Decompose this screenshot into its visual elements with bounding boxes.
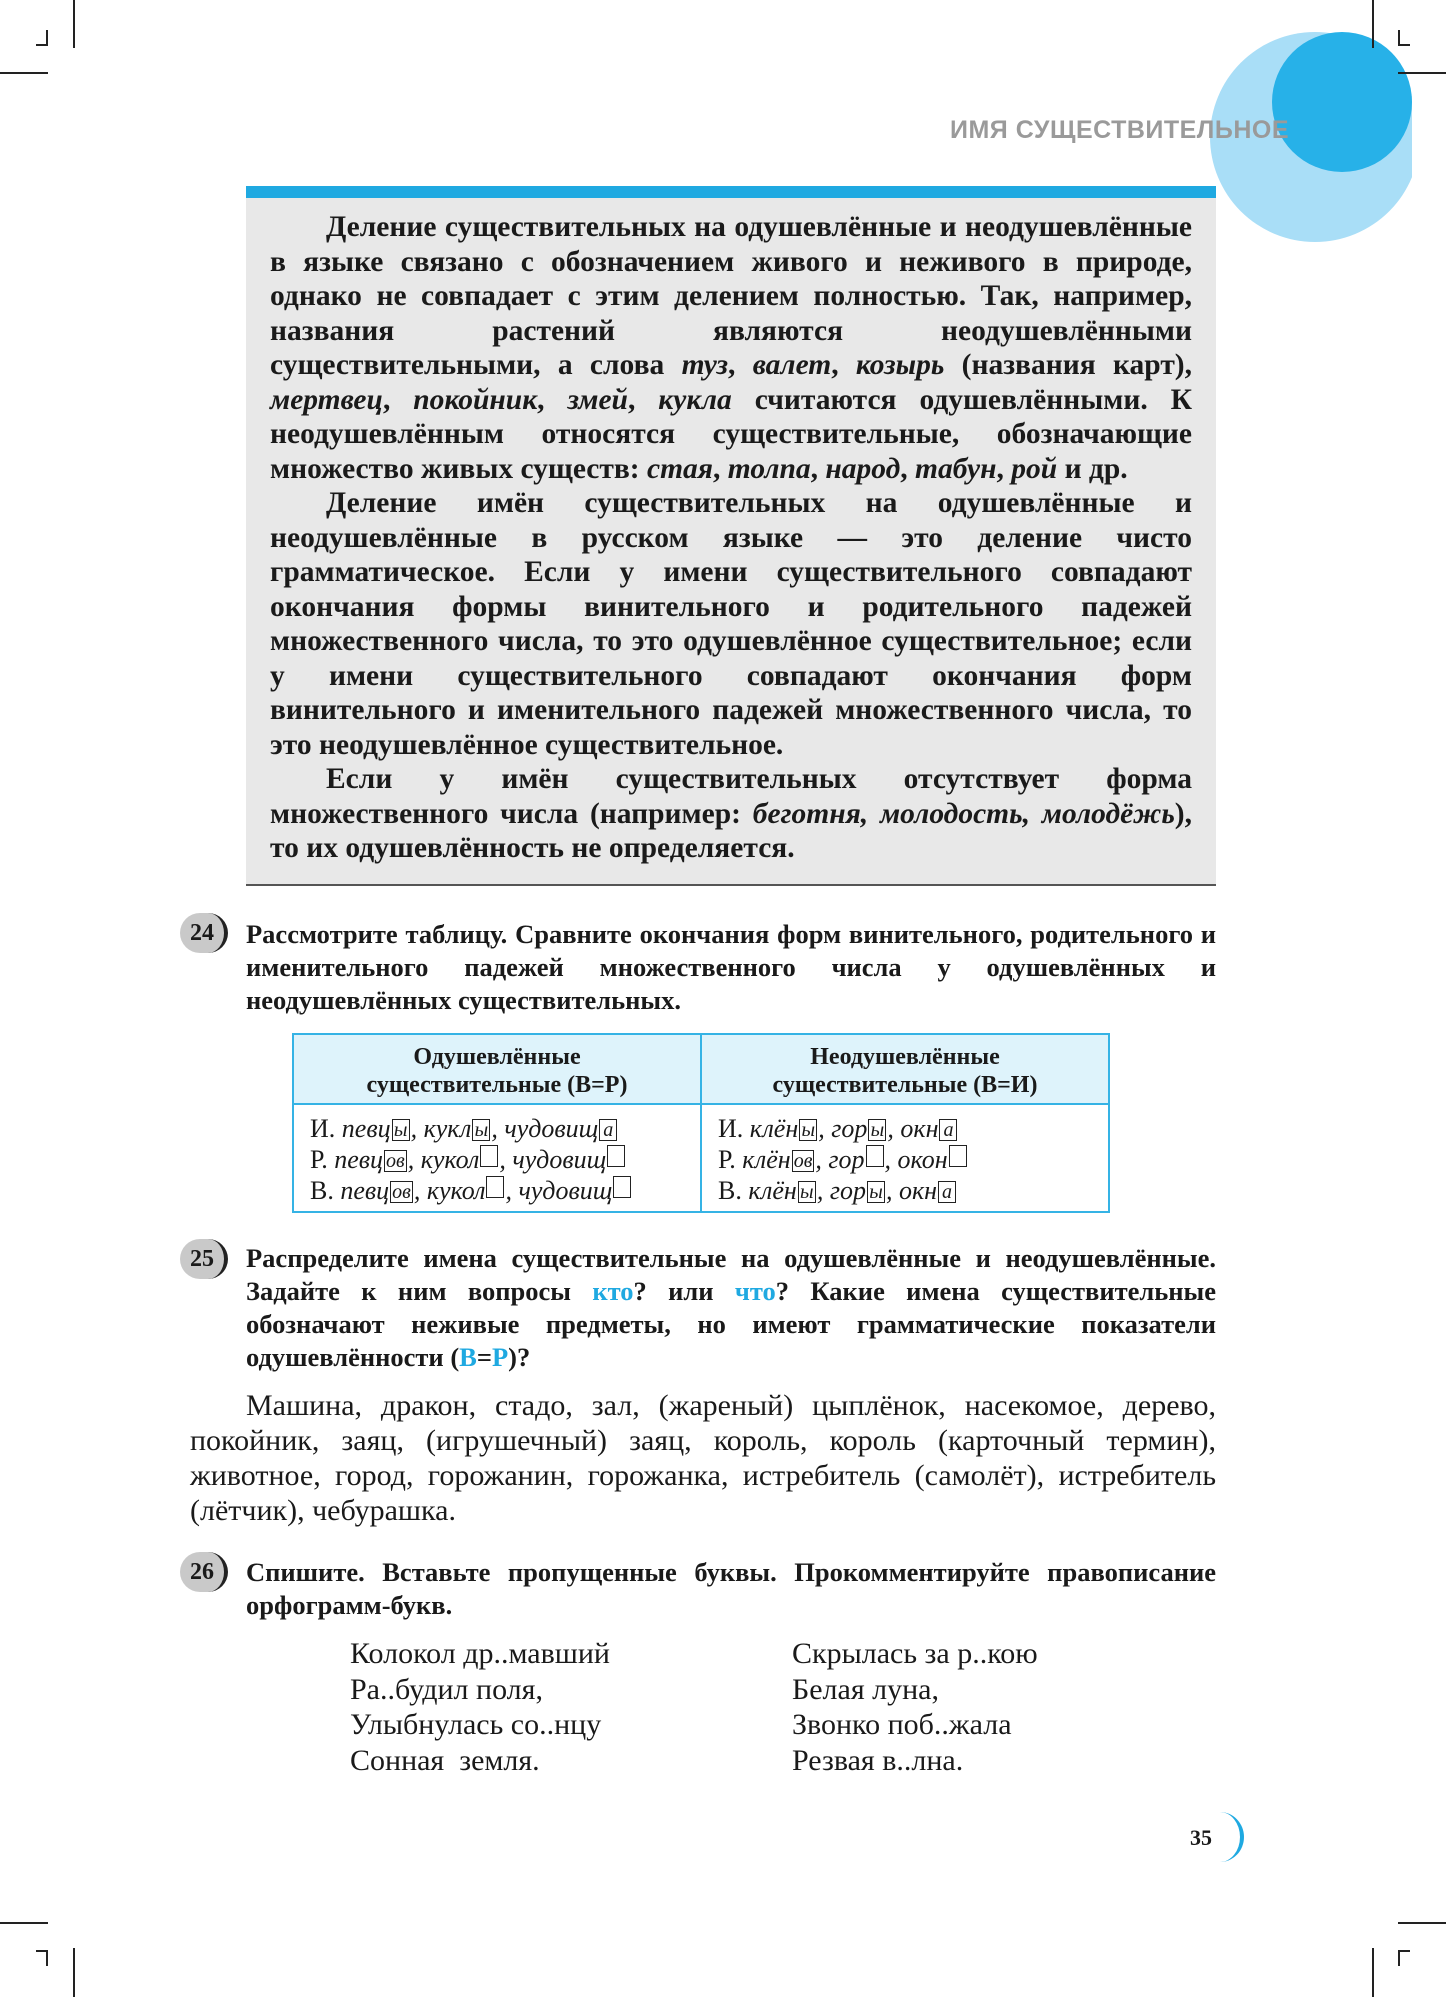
poem-line: Резвая в..лна. bbox=[792, 1743, 964, 1777]
word-stem: певц bbox=[341, 1114, 391, 1143]
text-run: Р bbox=[491, 1342, 509, 1372]
word-stem: гор bbox=[831, 1114, 868, 1143]
text-run: ? или bbox=[633, 1276, 735, 1306]
separator: , bbox=[505, 1176, 519, 1205]
table-row bbox=[718, 1175, 968, 1206]
word-stem: кукл bbox=[423, 1114, 472, 1143]
declension-table bbox=[292, 1033, 1110, 1213]
text-run: валет bbox=[752, 349, 832, 381]
word-stem: клён bbox=[742, 1145, 791, 1174]
poem-line: Белая луна, bbox=[792, 1672, 939, 1706]
table-divider bbox=[700, 1105, 702, 1211]
crop-mark bbox=[73, 0, 75, 48]
table-row bbox=[310, 1113, 632, 1144]
text-run: )? bbox=[508, 1342, 531, 1372]
separator: , bbox=[407, 1145, 421, 1174]
crop-mark bbox=[1372, 0, 1374, 48]
word-stem: гор bbox=[829, 1176, 866, 1205]
separator: , bbox=[818, 1114, 832, 1143]
ending-box: ов bbox=[793, 1150, 813, 1172]
separator: , bbox=[410, 1114, 424, 1143]
poem-line: Колокол др..мавший bbox=[350, 1637, 610, 1670]
text-run: табун bbox=[915, 452, 997, 485]
word-stem: окн bbox=[898, 1176, 938, 1205]
word-stem: певц bbox=[340, 1176, 390, 1205]
crop-mark bbox=[1398, 72, 1446, 74]
ending-box: ы bbox=[472, 1119, 490, 1141]
case-label: В. bbox=[718, 1176, 749, 1205]
separator: , bbox=[499, 1145, 513, 1174]
word-stem: окн bbox=[900, 1114, 939, 1143]
word-stem: кукол bbox=[426, 1176, 486, 1205]
poem-line: Звонко поб..жала bbox=[792, 1708, 1012, 1741]
text-run: кукла bbox=[658, 383, 732, 416]
ending-box: ов bbox=[386, 1150, 405, 1172]
case-label: Р. bbox=[310, 1145, 335, 1174]
text-run: толпа bbox=[727, 452, 811, 485]
text-run: Распределите имена существительные на одушевлённые и неодушевлённые. Задайте к ним вопросы bbox=[246, 1243, 1216, 1306]
ending-box: а bbox=[938, 1181, 956, 1203]
word-stem: певц bbox=[334, 1145, 384, 1174]
text-run: = bbox=[476, 1342, 492, 1372]
ending-box: ы bbox=[867, 1181, 885, 1203]
poem-line: Улыбнулась со..нцу bbox=[350, 1708, 602, 1741]
crop-mark bbox=[1398, 1950, 1400, 1966]
text-run: и др. bbox=[1057, 452, 1128, 485]
page-margin bbox=[1412, 0, 1446, 260]
text-run: считаются одушевлёнными. К неодушевлённым относятся существительные, обозначающие множество живых существ: bbox=[270, 383, 1193, 485]
poem-column-right bbox=[792, 1636, 1038, 1778]
word-stem: чудовищ bbox=[504, 1114, 599, 1143]
separator: , bbox=[884, 1145, 898, 1174]
text-run: покойник bbox=[413, 383, 538, 416]
page-number: 35 bbox=[1190, 1825, 1212, 1850]
poem-line: Сонная земля. bbox=[350, 1743, 540, 1777]
text-run: беготня, молодость, молодёжь bbox=[752, 797, 1175, 830]
ending-box: а bbox=[939, 1119, 957, 1141]
ending-box bbox=[607, 1145, 625, 1167]
crop-mark bbox=[46, 30, 48, 46]
text-run: что bbox=[734, 1276, 776, 1306]
rule-text bbox=[270, 210, 1192, 866]
separator: , bbox=[815, 1145, 829, 1174]
text-run: мертвец bbox=[270, 383, 383, 416]
text-run: , bbox=[382, 383, 414, 416]
text-run: змей bbox=[567, 383, 628, 416]
text-run: , bbox=[728, 349, 753, 381]
task-25-text bbox=[246, 1242, 1216, 1374]
table-cell-inanimate bbox=[718, 1113, 968, 1206]
table-row bbox=[718, 1113, 968, 1144]
task-25-words: Машина, дракон, стадо, зал, (жареный) цыплёнок, насекомое, дерево, покойник, заяц, (игрушечный) заяц, король, король (карточный термин), животное, город, горожанин, горожанка, истребитель (самолёт), истребитель (лётчик), чебурашка. bbox=[190, 1389, 1216, 1527]
crop-mark bbox=[1372, 1948, 1374, 1997]
word-stem: чудовищ bbox=[518, 1176, 613, 1205]
page-margin bbox=[1200, 0, 1446, 32]
word-stem: окон bbox=[897, 1145, 948, 1174]
table-row bbox=[718, 1144, 968, 1175]
ending-box: ов bbox=[392, 1181, 411, 1203]
table-header-line: существительные (В=И) bbox=[772, 1072, 1038, 1098]
poem-line: Скрылась за р..кою bbox=[792, 1637, 1038, 1670]
case-label: И. bbox=[310, 1114, 342, 1143]
separator: , bbox=[885, 1176, 899, 1205]
text-run: ? Какие имена существительные обозначают неживые предметы, но имеют грамматические показатели одушевлённости ( bbox=[246, 1276, 1217, 1372]
rule-paragraph-2: Деление имён существительных на одушевлённые и неодушевлённые в русском языке — это деление чисто грамматическое. Если у имени существительного совпадают окончания формы винительного и родительного падежей множественного числа, то это одушевлённое существительное; если у имени существительного совпадают окончания форм винительного и именительного падежей множественного числа, то это неодушевлённое существительное. bbox=[270, 487, 1192, 761]
text-run: Если у имён существительных отсутствует форма множественного числа (например: bbox=[270, 763, 1192, 830]
ending-box: ы bbox=[392, 1119, 410, 1141]
table-row bbox=[310, 1144, 632, 1175]
word-stem: чудовищ bbox=[512, 1145, 607, 1174]
text-run: , bbox=[900, 452, 916, 485]
case-label: В. bbox=[310, 1176, 341, 1205]
text-run: туз bbox=[681, 349, 729, 381]
table-header-line: Неодушевлённые bbox=[810, 1044, 1000, 1070]
crop-mark bbox=[0, 72, 48, 74]
word-stem: гор bbox=[828, 1145, 865, 1174]
ending-box bbox=[949, 1145, 967, 1167]
word-stem: кукол bbox=[420, 1145, 480, 1174]
text-run: Деление существительных на одушевлённые и неодушевлённые в языке связано с обозначением живого и неживого в природе, однако не совпадает с этим делением полностью. Так, например, названия растений являются неодушевлёнными существительными, а слова bbox=[270, 211, 1192, 381]
text-run: , bbox=[831, 349, 856, 381]
case-label: И. bbox=[718, 1114, 750, 1143]
task-number-badge: 25 bbox=[180, 1239, 228, 1279]
crop-mark bbox=[1398, 44, 1410, 46]
task-number-badge: 24 bbox=[180, 913, 228, 953]
table-header-line: Одушевлённые bbox=[413, 1044, 581, 1070]
separator: , bbox=[491, 1114, 505, 1143]
text-run: , bbox=[627, 383, 659, 416]
text-run: , bbox=[996, 452, 1012, 485]
text-run: , bbox=[810, 452, 826, 485]
rule-paragraph-3 bbox=[270, 762, 1192, 866]
text-run: козырь bbox=[855, 349, 945, 381]
ending-box bbox=[866, 1145, 884, 1167]
separator: , bbox=[413, 1176, 427, 1205]
crop-mark bbox=[73, 1948, 75, 1997]
ending-box bbox=[486, 1176, 504, 1198]
text-run: стая bbox=[647, 452, 714, 485]
ending-box bbox=[613, 1176, 631, 1198]
task-number-badge: 26 bbox=[180, 1552, 228, 1592]
separator: , bbox=[816, 1176, 830, 1205]
ending-box: ы bbox=[798, 1181, 816, 1203]
text-run: народ bbox=[825, 452, 901, 485]
table-cell-animate bbox=[310, 1113, 632, 1206]
text-run: кто bbox=[592, 1276, 634, 1306]
text-run: (названия карт), bbox=[944, 349, 1193, 381]
ending-box bbox=[480, 1145, 498, 1167]
crop-mark bbox=[46, 1950, 48, 1966]
text-run: , bbox=[713, 452, 728, 485]
section-header: ИМЯ СУЩЕСТВИТЕЛЬНОЕ bbox=[950, 116, 1289, 144]
task-24-text: Рассмотрите таблицу. Сравните окончания форм винительного, родительного и именительного падежей множественного числа у одушевлённых и неодушевлённых существительных. bbox=[246, 919, 1216, 1015]
crop-mark bbox=[0, 1922, 48, 1924]
poem-column-left bbox=[350, 1636, 610, 1778]
table-header-line: существительные (В=Р) bbox=[366, 1072, 628, 1098]
separator: , bbox=[887, 1114, 901, 1143]
crop-mark bbox=[1398, 1922, 1446, 1924]
word-stem: клён bbox=[749, 1114, 799, 1143]
text-run: , bbox=[537, 383, 568, 416]
rule-paragraph-1 bbox=[270, 210, 1192, 486]
text-run: рой bbox=[1011, 452, 1058, 485]
word-stem: клён bbox=[748, 1176, 797, 1205]
task-26-text: Спишите. Вставьте пропущенные буквы. Прокомментируйте правописание орфограмм-букв. bbox=[246, 1557, 1216, 1620]
case-label: Р. bbox=[718, 1145, 743, 1174]
ending-box: а bbox=[599, 1119, 617, 1141]
ending-box: ы bbox=[799, 1119, 817, 1141]
text-run: В bbox=[459, 1342, 477, 1372]
table-header-animate bbox=[294, 1035, 702, 1105]
decorative-circle-inner bbox=[1272, 32, 1412, 172]
poem-line: Ра..будил поля, bbox=[350, 1672, 543, 1706]
text-run: ), то их одушевлённость не определяется. bbox=[270, 797, 1192, 864]
table-header-inanimate bbox=[702, 1035, 1108, 1105]
ending-box: ы bbox=[868, 1119, 886, 1141]
table-row bbox=[310, 1175, 632, 1206]
